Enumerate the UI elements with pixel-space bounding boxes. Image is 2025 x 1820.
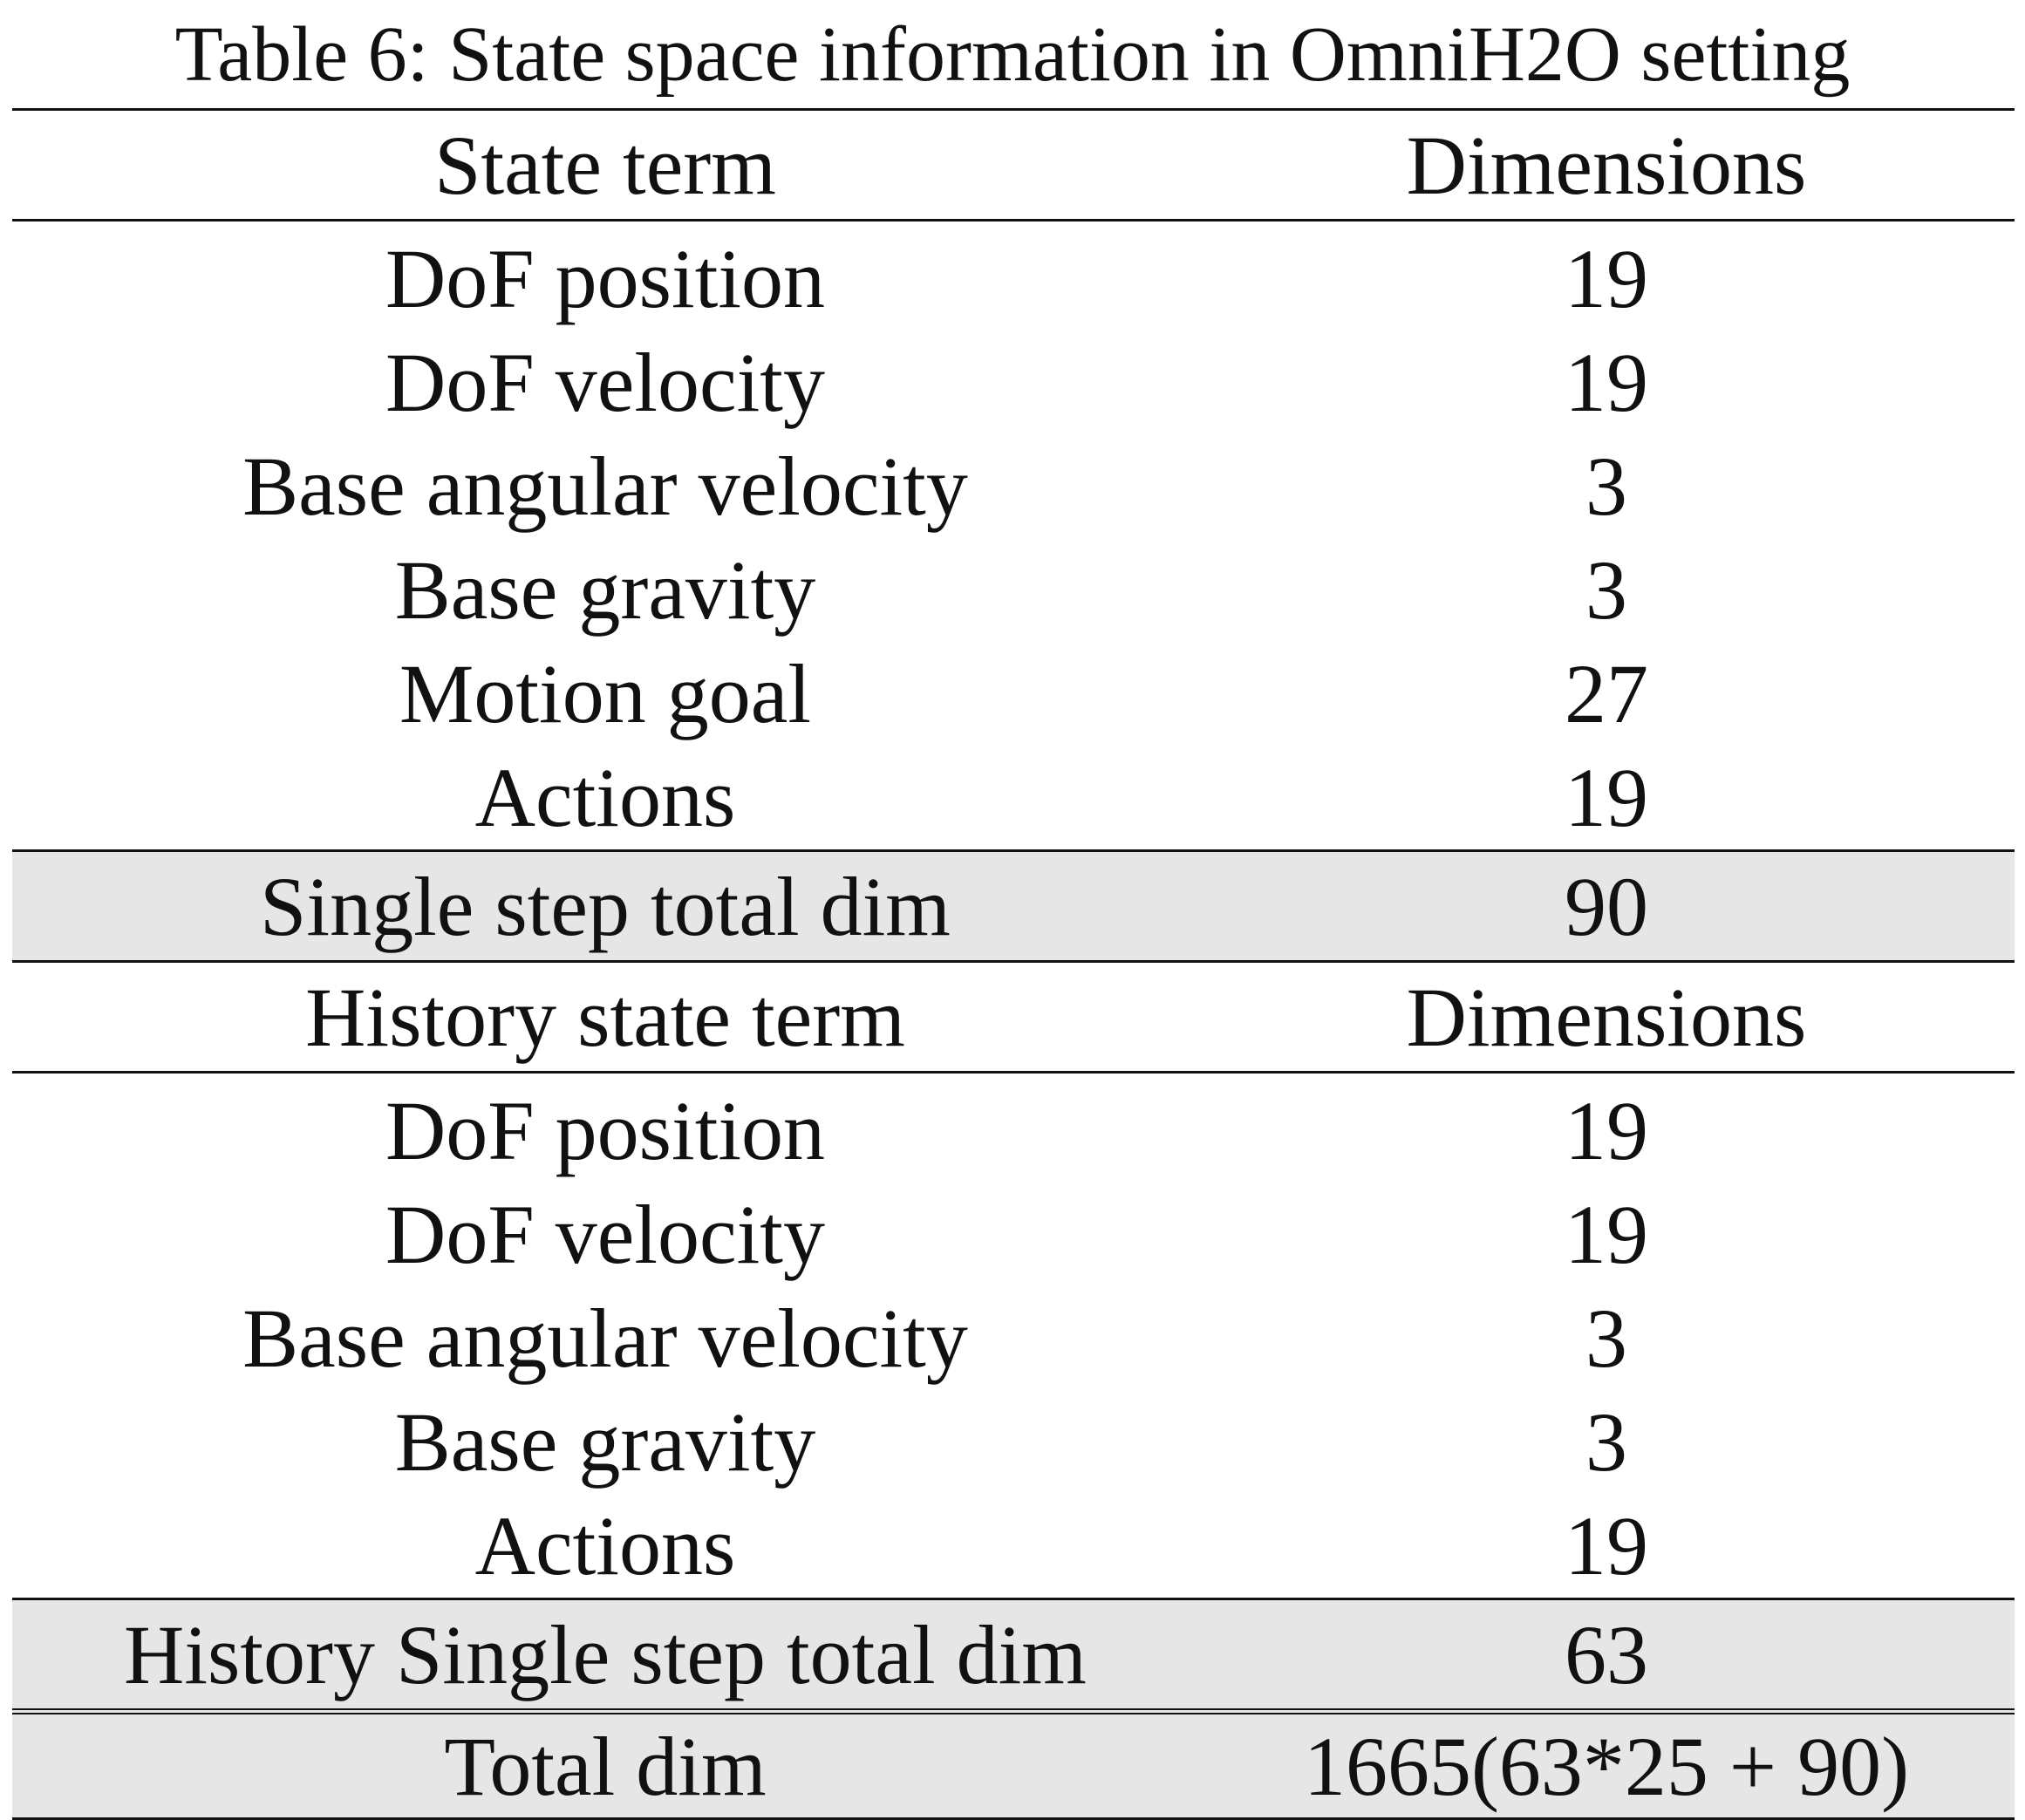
dimension-cell: 19: [1565, 1188, 1648, 1281]
dimension-cell: 19: [1565, 336, 1648, 429]
state-term-cell: DoF position: [385, 232, 826, 325]
table-header-row: [12, 108, 2015, 219]
grand-total-dimension-cell: 1665(63*25 + 90): [1303, 1719, 1910, 1813]
state-term-cell: Motion goal: [399, 647, 811, 740]
dimension-cell: 19: [1565, 1499, 1648, 1592]
state-term-cell: Actions: [474, 751, 736, 844]
dimension-cell: 27: [1565, 647, 1648, 740]
table-row: [12, 746, 2015, 849]
table-row: [12, 1183, 2015, 1286]
dimension-cell: 19: [1565, 751, 1648, 844]
total-term-cell: Single step total dim: [260, 859, 951, 953]
history-header-row: [12, 960, 2015, 1071]
header-state-term: State term: [434, 118, 776, 212]
table-row: [12, 642, 2015, 746]
header-dimensions: Dimensions: [1406, 118, 1807, 212]
history-single-step-total-row: [12, 1598, 2015, 1708]
total-dimension-cell: 90: [1565, 859, 1648, 953]
grand-total-row: [12, 1708, 2015, 1820]
state-term-cell: DoF position: [385, 1084, 826, 1177]
total-dimension-cell: 63: [1565, 1607, 1648, 1701]
table-row: [12, 538, 2015, 642]
grand-total-term-cell: Total dim: [444, 1719, 767, 1813]
dimension-cell: 19: [1565, 1084, 1648, 1177]
dimension-cell: 3: [1585, 440, 1627, 533]
table-row: [12, 331, 2015, 434]
state-term-cell: Actions: [474, 1499, 736, 1592]
table-row: [12, 1390, 2015, 1494]
dimension-cell: 3: [1585, 543, 1627, 637]
total-term-cell: History Single step total dim: [124, 1607, 1087, 1701]
dimension-cell: 3: [1585, 1292, 1627, 1385]
header-history-state-term: History state term: [305, 970, 905, 1064]
table-caption: Table 6: State space information in OmniH2O setting: [174, 11, 1851, 98]
state-term-cell: DoF velocity: [385, 1188, 825, 1281]
dimension-cell: 3: [1585, 1395, 1627, 1489]
state-term-cell: Base angular velocity: [242, 440, 968, 533]
state-term-cell: Base gravity: [394, 543, 816, 637]
table-row: [12, 434, 2015, 538]
table-row: [12, 1494, 2015, 1598]
dimension-cell: 19: [1565, 232, 1648, 325]
state-term-cell: Base angular velocity: [242, 1292, 968, 1385]
state-term-cell: DoF velocity: [385, 336, 825, 429]
table-row: [12, 219, 2015, 331]
state-space-table: [12, 108, 2015, 1820]
table-row: [12, 1071, 2015, 1183]
header-dimensions: Dimensions: [1406, 970, 1807, 1064]
table-row: [12, 1286, 2015, 1390]
single-step-total-row: [12, 849, 2015, 960]
state-term-cell: Base gravity: [394, 1395, 816, 1489]
